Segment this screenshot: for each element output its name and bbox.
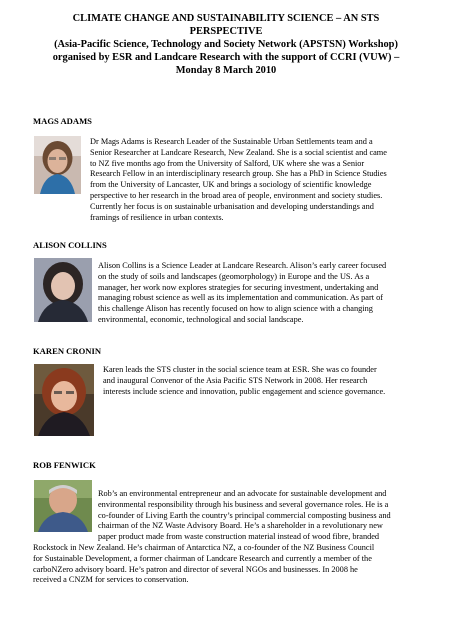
portrait-photo-rob-fenwick: [34, 480, 92, 532]
profile-bio-rob-fenwick-indented: [98, 489, 438, 543]
bio-line: on the study of soils and landscapes (geomorphology) in Europe and the US. As a: [98, 271, 370, 281]
bio-line: Research Fellow in an interdisciplinary research group. She has a PhD in Science Studies: [90, 169, 387, 179]
bio-line: Alison Collins is a Science Leader at Landcare Research. Alison’s early career focused: [98, 261, 387, 270]
bio-line: from the University of Lancaster, UK and brings a sociology of scientific knowledge: [90, 180, 372, 190]
portrait-photo-alison-collins: [34, 258, 92, 322]
bio-line: co-founder of Living Earth the country’s principal commercial composting business and: [98, 510, 391, 520]
title-line: (Asia-Pacific Science, Technology and Society Network (APSTSN) Workshop): [54, 39, 398, 50]
title-line: Monday 8 March 2010: [175, 65, 277, 76]
bio-line: manager, her work now explores strategies for securing investment, undertaking and: [98, 282, 379, 292]
bio-line: Rockstock in New Zealand. He’s chairman of Antarctica NZ, a co-founder of the NZ Business Council: [33, 543, 375, 552]
bio-line: carboNZero advisory board. He’s patron and director of several NGOs and businesses. In 2008 he: [33, 564, 358, 574]
title-line: PERSPECTIVE: [189, 26, 263, 37]
profile-bio-karen-cronin: [103, 365, 438, 397]
portrait-photo-mags-adams: [34, 136, 81, 194]
document-title: [20, 12, 432, 77]
profile-name-rob-fenwick: ROB FENWICK: [33, 460, 96, 470]
bio-line: Karen leads the STS cluster in the social science team at ESR. She was co founder: [103, 365, 377, 374]
bio-line: to NZ five months ago from the University of Salford, UK where she was a Senior: [90, 158, 365, 168]
profile-name-mags-adams: MAGS ADAMS: [33, 116, 92, 126]
profile-name-alison-collins: ALISON COLLINS: [33, 240, 107, 250]
bio-line: and inaugural Convenor of the Asia Pacific STS Network in 2008. Her research: [103, 375, 368, 385]
bio-line: Dr Mags Adams is Research Leader of the Sustainable Urban Settlements team and a: [90, 137, 373, 146]
bio-line: perspective to her research in the broad area of people, environment and society studies.: [90, 190, 383, 200]
bio-line: Currently her focus is on sustainable urbanisation and developing understandings and: [90, 201, 374, 211]
bio-line: chairman of the NZ Waste Advisory Board. He’s a shareholder in a revolutionary new: [98, 521, 383, 531]
title-line: organised by ESR and Landcare Research with the support of CCRI (VUW) –: [52, 52, 400, 63]
bio-line: managing robust science as well as its implementation and communication. As part of: [98, 293, 384, 303]
profile-name-karen-cronin: KAREN CRONIN: [33, 346, 102, 356]
bio-line: environmental responsibility through his business and several governance roles. He is a: [98, 499, 389, 509]
portrait-photo-karen-cronin: [34, 364, 94, 436]
bio-line: this challenge Alison has recently focused on how to align science with a changing: [98, 304, 373, 314]
bio-line: Rob’s an environmental entrepreneur and an advocate for sustainable development and: [98, 489, 387, 498]
profile-bio-mags-adams: [90, 137, 435, 223]
title-line: CLIMATE CHANGE AND SUSTAINABILITY SCIENCE – AN STS: [72, 13, 380, 24]
bio-line: Senior Researcher at Landcare Research, New Zealand. She is a social scientist and came: [90, 147, 387, 157]
bio-line: environmental, economic, technological and social landscape.: [98, 314, 304, 324]
profile-bio-rob-fenwick-full: [33, 543, 438, 586]
bio-line: received a CNZM for services to conservation.: [33, 575, 189, 585]
bio-line: paper product made from waste construction material instead of wood fibre, branded: [98, 532, 380, 542]
bio-line: framings of resilience in urban contexts.: [90, 212, 224, 222]
bio-line: interests include science and innovation, public engagement and science governance.: [103, 386, 386, 396]
profile-bio-alison-collins: [98, 261, 438, 326]
bio-line: for Sustainable Development, a former chairman of Landcare Research and currently a member of the: [33, 553, 372, 563]
